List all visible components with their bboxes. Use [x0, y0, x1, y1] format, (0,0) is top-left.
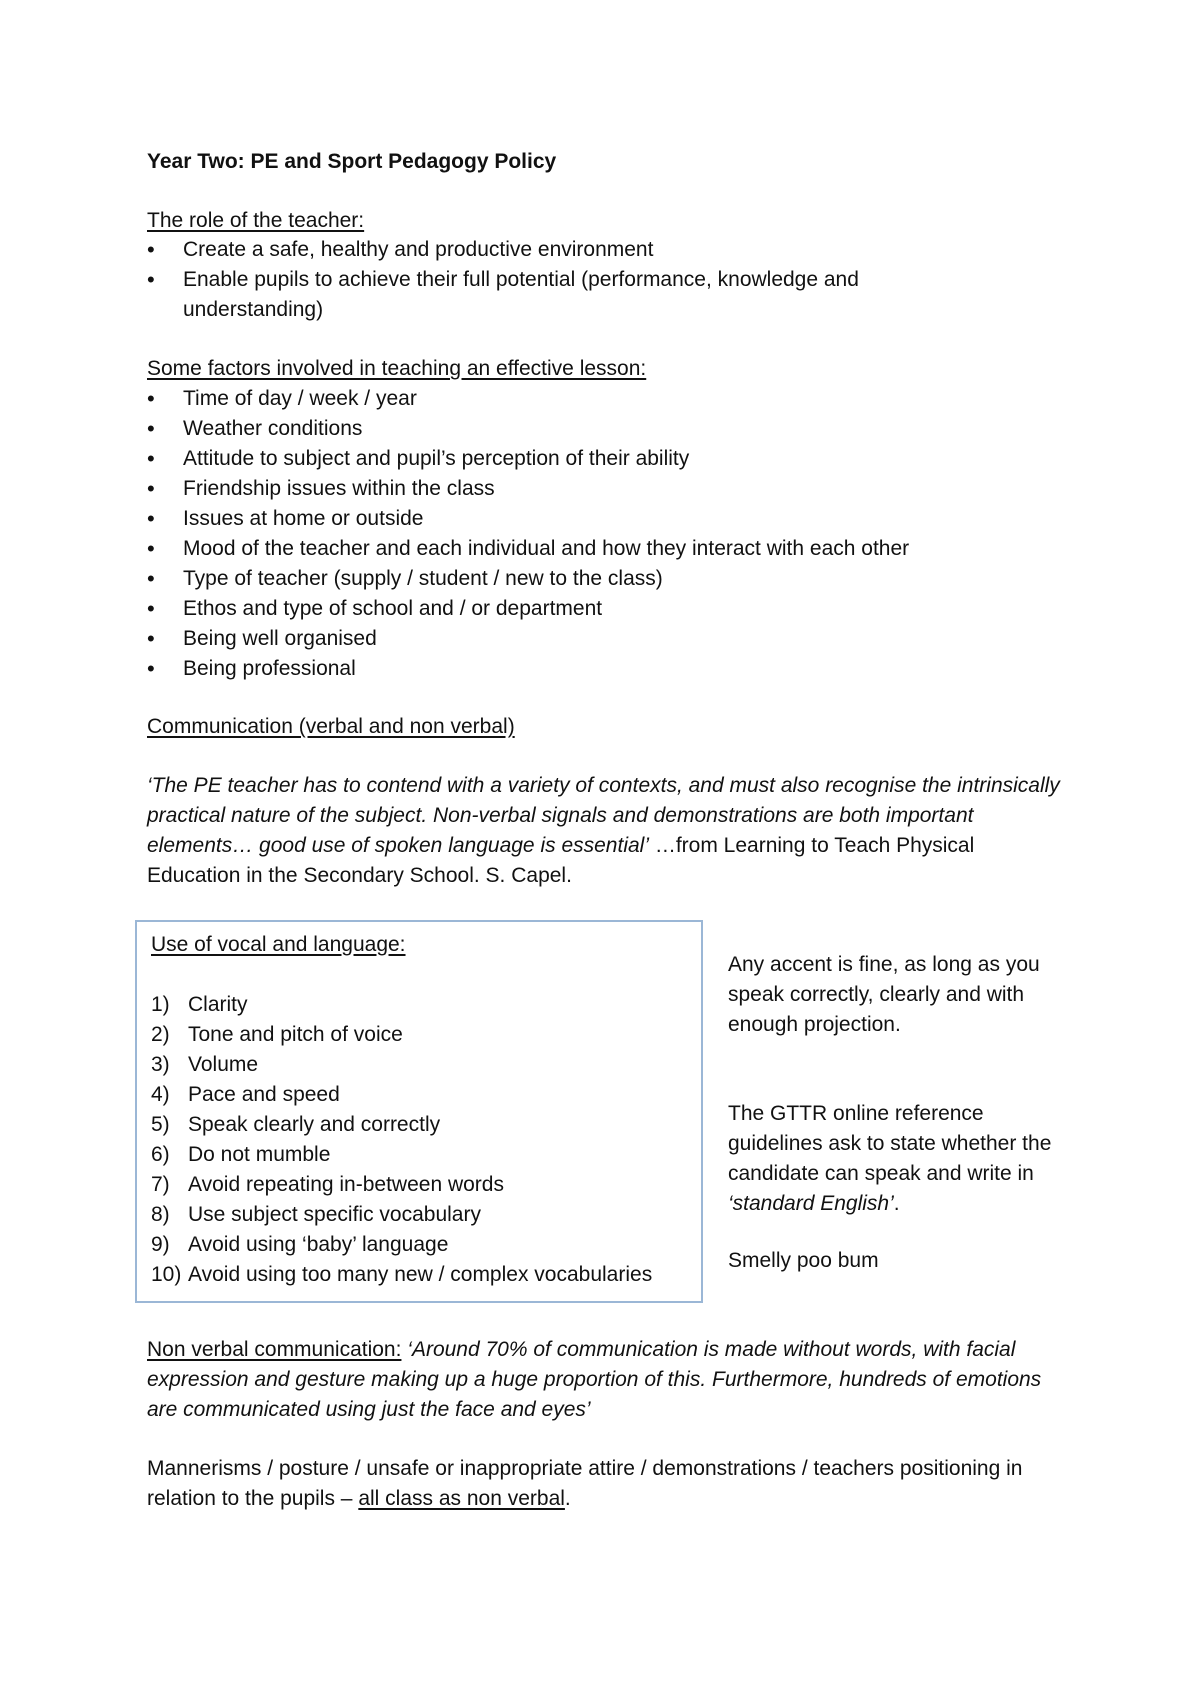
- non-verbal-summary: all class as non verbal: [358, 1487, 565, 1510]
- factors-heading: Some factors involved in teaching an effective lesson:: [147, 357, 647, 380]
- vocal-language-box: [135, 920, 703, 1303]
- list-item: • Mood of the teacher and each individual and how they interact with each other: [147, 534, 909, 564]
- list-item: • Create a safe, healthy and productive environment: [147, 235, 943, 265]
- mannerisms-paragraph: Mannerisms / posture / unsafe or inappropriate attire / demonstrations / teachers positioning in relation to the pupils – all class as non verbal.: [147, 1457, 1023, 1510]
- list-item: • Issues at home or outside: [147, 504, 909, 534]
- vocal-box-heading: Use of vocal and language:: [151, 933, 406, 956]
- extra-note: Smelly poo bum: [728, 1249, 879, 1272]
- quote-text: ‘The PE teacher has to contend with a variety of contexts, and must also recognise the intrinsically practical nature of the subject. Non-verbal signals and demonstrations are both important elements… good use of spoken language is essential’: [147, 774, 1060, 857]
- communication-quote: [147, 771, 1067, 891]
- list-item: • Type of teacher (supply / student / new to the class): [147, 564, 909, 594]
- vocal-list: [151, 990, 652, 1290]
- non-verbal-label: Non verbal communication:: [147, 1338, 402, 1361]
- list-item: 9) Avoid using ‘baby’ language: [151, 1233, 449, 1256]
- document-title: Year Two: PE and Sport Pedagogy Policy: [147, 150, 557, 173]
- accent-note: Any accent is fine, as long as you speak correctly, clearly and with enough projection.: [728, 953, 1040, 1036]
- list-item: 6) Do not mumble: [151, 1143, 331, 1166]
- list-item: 10) Avoid using too many new / complex vocabularies: [151, 1263, 653, 1286]
- list-item: • Being professional: [147, 654, 909, 684]
- communication-heading: Communication (verbal and non verbal): [147, 715, 515, 738]
- role-heading: The role of the teacher:: [147, 209, 365, 232]
- list-item: • Weather conditions: [147, 414, 909, 444]
- list-item: 1) Clarity: [151, 993, 248, 1016]
- quote-source: …from Learning to Teach Physical Education in the Secondary School. S. Capel.: [147, 834, 975, 887]
- list-item: 8) Use subject specific vocabulary: [151, 1203, 481, 1226]
- list-item: • Time of day / week / year: [147, 384, 909, 414]
- gttr-note: The GTTR online reference guidelines ask to state whether the candidate can speak and write in ‘standard English’.: [728, 1102, 1052, 1215]
- non-verbal-paragraph: [147, 1335, 1077, 1425]
- list-item: • Ethos and type of school and / or department: [147, 594, 909, 624]
- list-item: • Being well organised: [147, 624, 909, 654]
- list-item: 5) Speak clearly and correctly: [151, 1113, 441, 1136]
- list-item: 4) Pace and speed: [151, 1083, 340, 1106]
- role-list: [147, 235, 943, 325]
- factors-list: [147, 384, 909, 684]
- non-verbal-quote: ‘Around 70% of communication is made without words, with facial expression and gesture making up a huge proportion of this. Furthermore, hundreds of emotions are communicated using just the face and eyes’: [147, 1338, 1042, 1421]
- list-item: • Attitude to subject and pupil’s perception of their ability: [147, 444, 909, 474]
- list-item: 2) Tone and pitch of voice: [151, 1023, 403, 1046]
- list-item: • Enable pupils to achieve their full potential (performance, knowledge and understanding): [147, 265, 943, 325]
- list-item: 7) Avoid repeating in-between words: [151, 1173, 504, 1196]
- list-item: 3) Volume: [151, 1053, 259, 1076]
- list-item: • Friendship issues within the class: [147, 474, 909, 504]
